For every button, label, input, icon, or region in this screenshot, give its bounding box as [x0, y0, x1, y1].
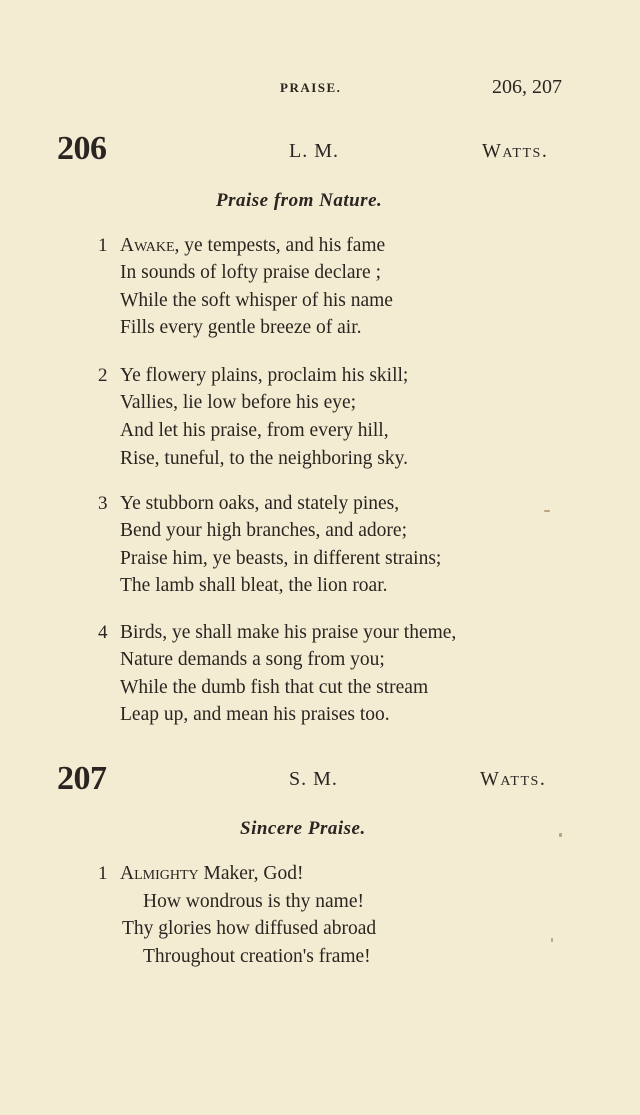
verse-first-word: Awake,	[120, 235, 180, 256]
verse-line: Rise, tuneful, to the neighboring sky.	[120, 448, 408, 469]
hymn-title: Praise from Nature.	[216, 190, 383, 211]
verse-line: In sounds of lofty praise declare ;	[120, 262, 382, 283]
verse-line: Ye stubborn oaks, and stately pines,	[120, 493, 400, 514]
hymn-author: Watts.	[482, 140, 549, 162]
verse-line: Birds, ye shall make his praise your theme,	[120, 622, 457, 643]
verse-line: Fills every gentle breeze of air.	[120, 317, 362, 338]
verse-line	[120, 863, 303, 885]
hymn-title: Sincere Praise.	[240, 818, 366, 839]
paper-speck	[551, 938, 553, 942]
verse-line-rest: Maker, God!	[198, 863, 304, 884]
page-numbers: 206, 207	[492, 76, 562, 98]
verse-line: Leap up, and mean his praises too.	[120, 704, 390, 725]
verse-line: While the soft whisper of his name	[120, 290, 393, 311]
hymn-number: 207	[57, 760, 107, 797]
verse-line: Thy glories how diffused abroad	[122, 918, 377, 939]
verse-first-word: Almighty	[120, 863, 199, 884]
verse-line: And let his praise, from every hill,	[120, 420, 389, 441]
verse-line-rest: ye tempests, and his fame	[179, 235, 386, 256]
stanza-number: 3	[98, 493, 108, 514]
stanza-number: 1	[98, 863, 108, 884]
stanza-number: 1	[98, 235, 108, 256]
running-head: PRAISE.	[280, 80, 342, 95]
hymn-author: Watts.	[480, 768, 547, 790]
verse-line: Vallies, lie low before his eye;	[120, 392, 357, 413]
verse-line: While the dumb fish that cut the stream	[120, 677, 429, 698]
verse-line: Nature demands a song from you;	[120, 649, 385, 670]
stanza-number: 2	[98, 365, 108, 386]
paper-speck	[544, 510, 550, 512]
hymn-number: 206	[57, 130, 107, 167]
verse-line	[120, 235, 385, 257]
hymn-meter: L. M.	[289, 140, 339, 162]
verse-line: The lamb shall bleat, the lion roar.	[120, 575, 388, 596]
verse-line: Ye flowery plains, proclaim his skill;	[120, 365, 409, 386]
hymn-meter: S. M.	[289, 768, 338, 790]
verse-line: Praise him, ye beasts, in different strains;	[120, 548, 442, 569]
stanza-number: 4	[98, 622, 108, 643]
verse-line: Bend your high branches, and adore;	[120, 520, 407, 541]
verse-line: Throughout creation's frame!	[143, 946, 371, 967]
verse-line: How wondrous is thy name!	[143, 891, 364, 912]
paper-speck	[559, 833, 562, 837]
